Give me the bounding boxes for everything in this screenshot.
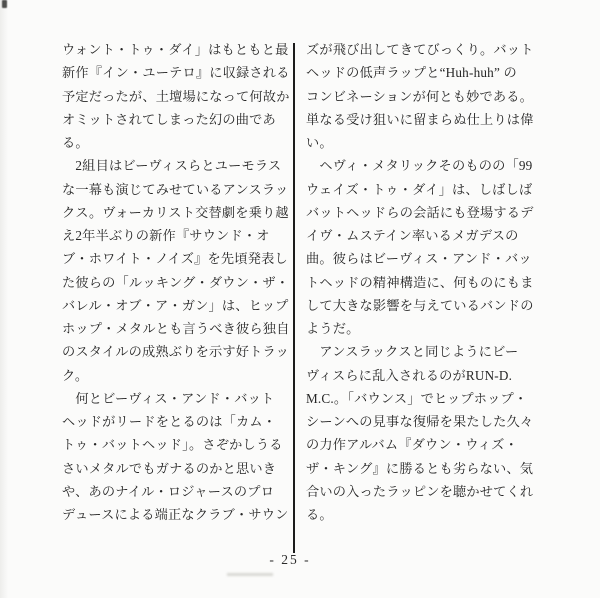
text-line: 単なる受け狙いに留まらぬ仕上りは偉 [306,111,534,127]
text-line: 2組目はビーヴィスらとユーモラス [62,158,282,174]
text-line: 曲。彼らはビーヴィス・アンド・バッ [306,251,532,267]
text-line: の力作アルバム『ダウン・ウィズ・ [306,437,518,453]
text-line: ウォント・トゥ・ダイ」はもともと最 [62,42,289,57]
text-line: る。 [62,135,89,150]
text-line: トヘッドの精神構造に、何ものにもま [306,274,534,290]
text-line: デュースによる端正なクラブ・サウン [62,507,289,522]
text-line: ヴィスらに乱入されるのがRUN-D. [306,367,513,383]
text-line: ブ・ホワイト・ノイズ』を先頃発表し [62,251,288,267]
text-line: M.C.。「バウンス」でヒップホップ・ [306,390,528,406]
text-line: バレル・オブ・ア・ガン」は、ヒップ [62,297,289,313]
text-line: コンビネーションが何とも妙である。 [306,88,534,104]
text-line: ホップ・メタルとも言うべき彼ら独自 [62,321,290,336]
text-line: して大きな影響を与えているバンドの [306,297,534,313]
text-line: バットヘッドらの会話にも登場するデ [306,204,534,220]
text-line: 予定だったが、土壇場になって何故か [62,88,290,104]
right-text-column [306,38,538,526]
scan-smudge-artifact [227,573,273,576]
text-line: クス。ヴォーカリスト交替劇を乗り越 [62,204,289,220]
text-line: い。 [306,135,333,150]
text-line: る。 [306,507,333,522]
text-line: のスタイルの成熟ぶりを示す好トラッ [62,344,290,360]
page-number: - 25 - [269,552,311,567]
text-line: ヘッドがリードをとるのは「カム・ [62,414,277,429]
scan-edge-shadow [0,0,8,598]
text-line: ク。 [62,367,89,383]
text-line: や、あのナイル・ロジャースのプロ [62,483,275,499]
column-divider-rule [293,43,295,553]
text-line: アンスラックスと同じようにビー [306,344,519,360]
text-line: シーンへの見事な復帰を果たした久々 [306,414,534,429]
text-line: え2年半ぶりの新作『サウンド・オ [62,228,270,243]
text-line: ズが飛び出してきてびっくり。バット [306,42,534,57]
scan-corner-artifact [2,0,7,8]
text-line: 合いの入ったラッピンを聴かせてくれ [306,483,534,499]
text-line: ヘヴィ・メタリックそのものの「99 [306,158,533,174]
text-line: な一幕も演じてみせているアンスラッ [62,181,289,197]
text-line: ウェイズ・トゥ・ダイ」は、しばしば [306,181,533,197]
left-text-column [62,38,294,526]
text-line: オミットされてしまった幻の曲であ [62,111,276,127]
text-line: ザ・キング』に勝るとも劣らない、気 [306,460,534,476]
text-line: ヘッドの低声ラップと“Huh-huh” の [306,65,517,81]
text-line: 何とビーヴィス・アンド・バット [62,390,275,406]
text-line: 新作『イン・ユーテロ』に収録される [62,65,290,81]
text-line: さいメタルでもガナるのかと思いき [62,460,277,476]
text-line: イヴ・ムステイン率いるメガデスの [306,228,519,243]
text-line: トゥ・バットヘッド」。さぞかしうる [62,437,283,453]
text-line: ようだ。 [306,321,360,336]
text-line: た彼らの「ルッキング・ダウン・ザ・ [62,274,290,290]
